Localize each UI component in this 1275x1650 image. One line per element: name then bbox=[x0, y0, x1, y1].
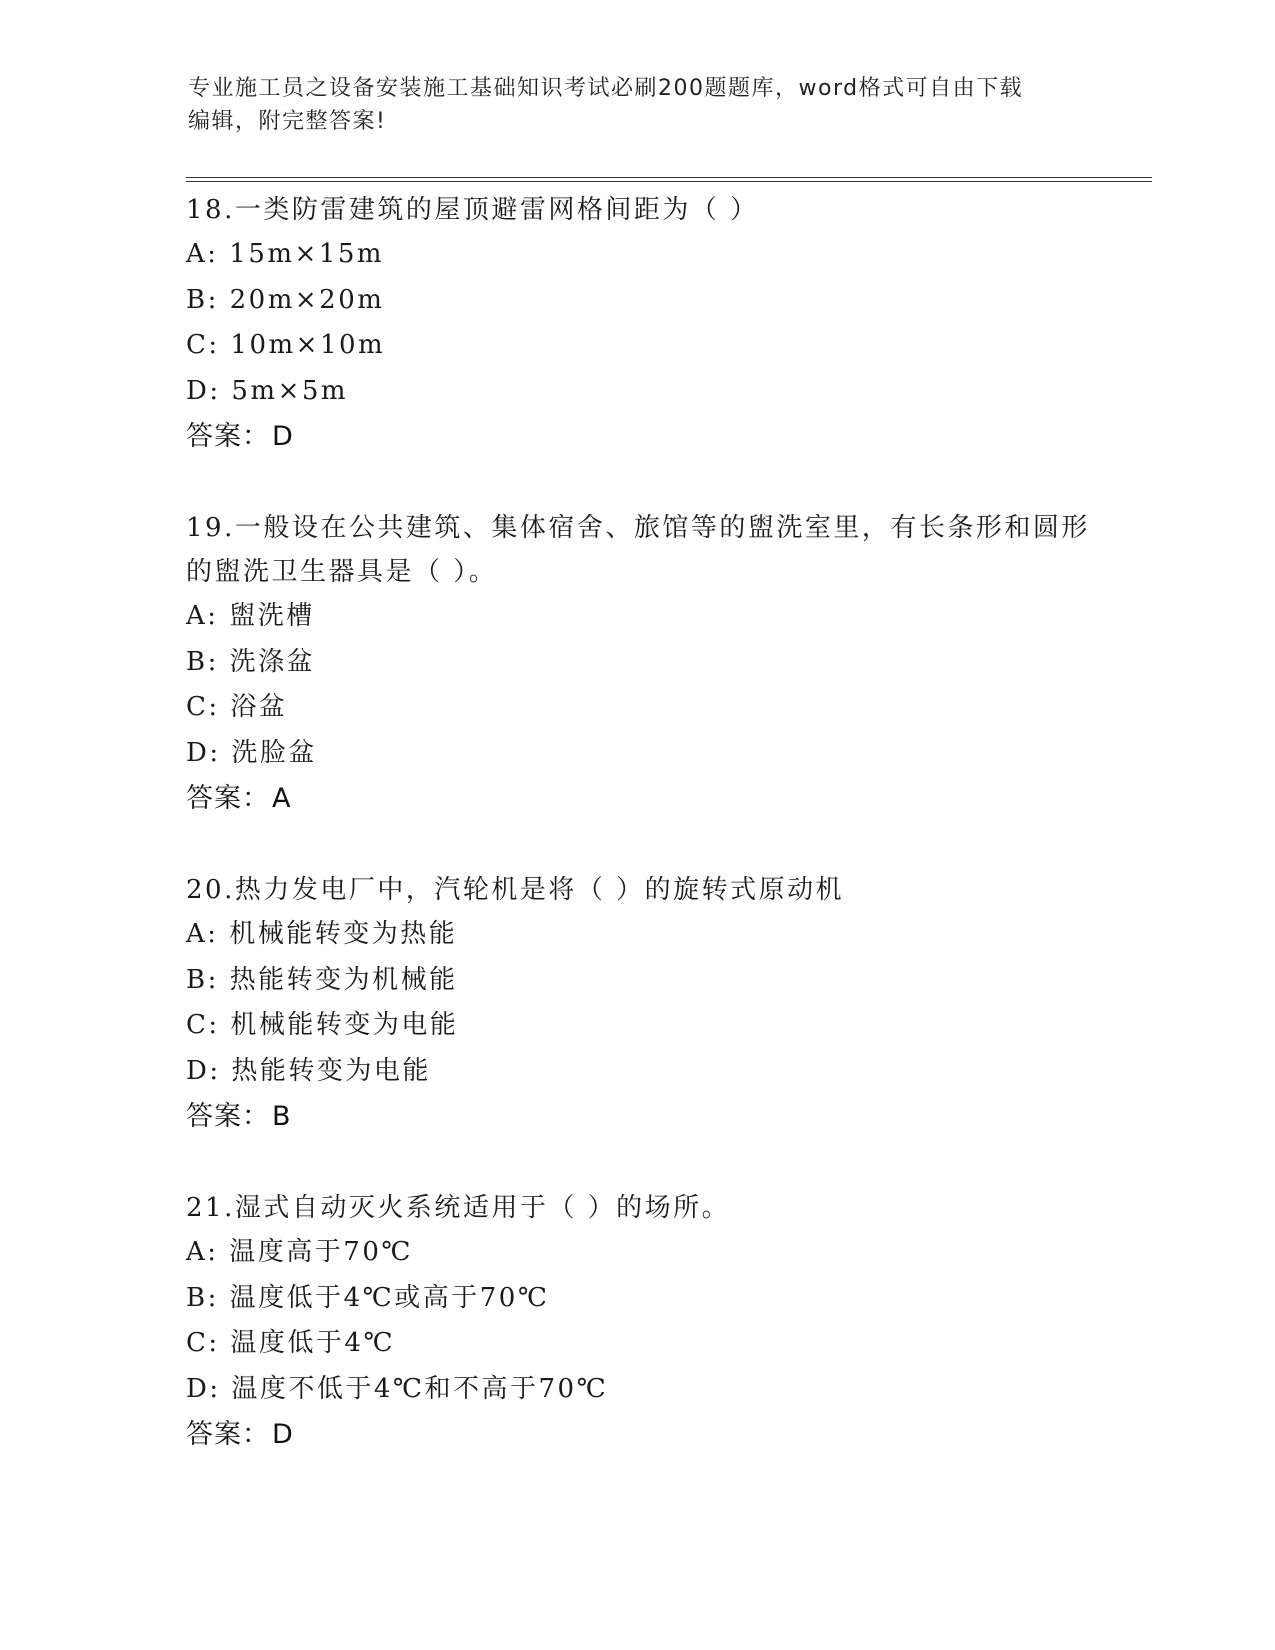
answer-line bbox=[186, 414, 1106, 460]
answer-label: 答案： bbox=[186, 421, 270, 452]
answer-label: 答案： bbox=[186, 1419, 270, 1450]
option-d: D: 热能转变为电能 bbox=[186, 1055, 431, 1086]
option-c: C: 机械能转变为电能 bbox=[186, 1010, 459, 1040]
option-d: D: 温度不低于4℃和不高于70℃ bbox=[186, 1373, 609, 1404]
answer-line bbox=[186, 1094, 1106, 1140]
option-d: D: 洗脸盆 bbox=[186, 737, 317, 768]
answer-value: D bbox=[272, 421, 294, 452]
question-21 bbox=[186, 1186, 1106, 1458]
header-title-line-2: 编辑，附完整答案! bbox=[188, 109, 387, 134]
option-b: B: 热能转变为机械能 bbox=[186, 964, 458, 995]
option-b: B: 洗涤盆 bbox=[186, 646, 316, 677]
option-b: B: 温度低于4℃或高于70℃ bbox=[186, 1282, 550, 1313]
question-20 bbox=[186, 868, 1106, 1140]
option-c: C: 浴盆 bbox=[186, 692, 288, 722]
answer-label: 答案： bbox=[186, 783, 270, 814]
answer-value: B bbox=[272, 1101, 292, 1132]
answer-line bbox=[186, 1412, 1106, 1458]
question-stem: 20.热力发电厂中，汽轮机是将（ ）的旋转式原动机 bbox=[186, 875, 845, 905]
option-c: C: 10m×10m bbox=[186, 330, 386, 360]
option-c: C: 温度低于4℃ bbox=[186, 1328, 396, 1358]
question-stem: 21.湿式自动灭火系统适用于（ ）的场所。 bbox=[186, 1193, 731, 1223]
question-list bbox=[186, 188, 1106, 1504]
option-b: B: 20m×20m bbox=[186, 284, 385, 315]
answer-line bbox=[186, 776, 1106, 822]
option-a: A: 盥洗槽 bbox=[186, 601, 315, 631]
answer-value: A bbox=[272, 783, 292, 814]
answer-label: 答案： bbox=[186, 1101, 270, 1132]
question-18 bbox=[186, 188, 1106, 460]
question-stem: 19.一般设在公共建筑、集体宿舍、旅馆等的盥洗室里，有长条形和圆形的盥洗卫生器具是（ ）。 bbox=[186, 513, 1090, 587]
option-a: A: 机械能转变为热能 bbox=[186, 919, 458, 949]
question-19 bbox=[186, 506, 1106, 822]
answer-value: D bbox=[272, 1419, 294, 1450]
option-d: D: 5m×5m bbox=[186, 375, 349, 406]
option-a: A: 温度高于70℃ bbox=[186, 1237, 413, 1267]
document-header bbox=[188, 72, 1088, 138]
header-title-line-1: 专业施工员之设备安装施工基础知识考试必刷200题题库，word格式可自由下载 bbox=[188, 76, 1024, 101]
question-stem: 18.一类防雷建筑的屋顶避雷网格间距为（ ） bbox=[186, 195, 759, 225]
option-a: A: 15m×15m bbox=[186, 239, 385, 269]
header-double-rule bbox=[186, 177, 1152, 182]
